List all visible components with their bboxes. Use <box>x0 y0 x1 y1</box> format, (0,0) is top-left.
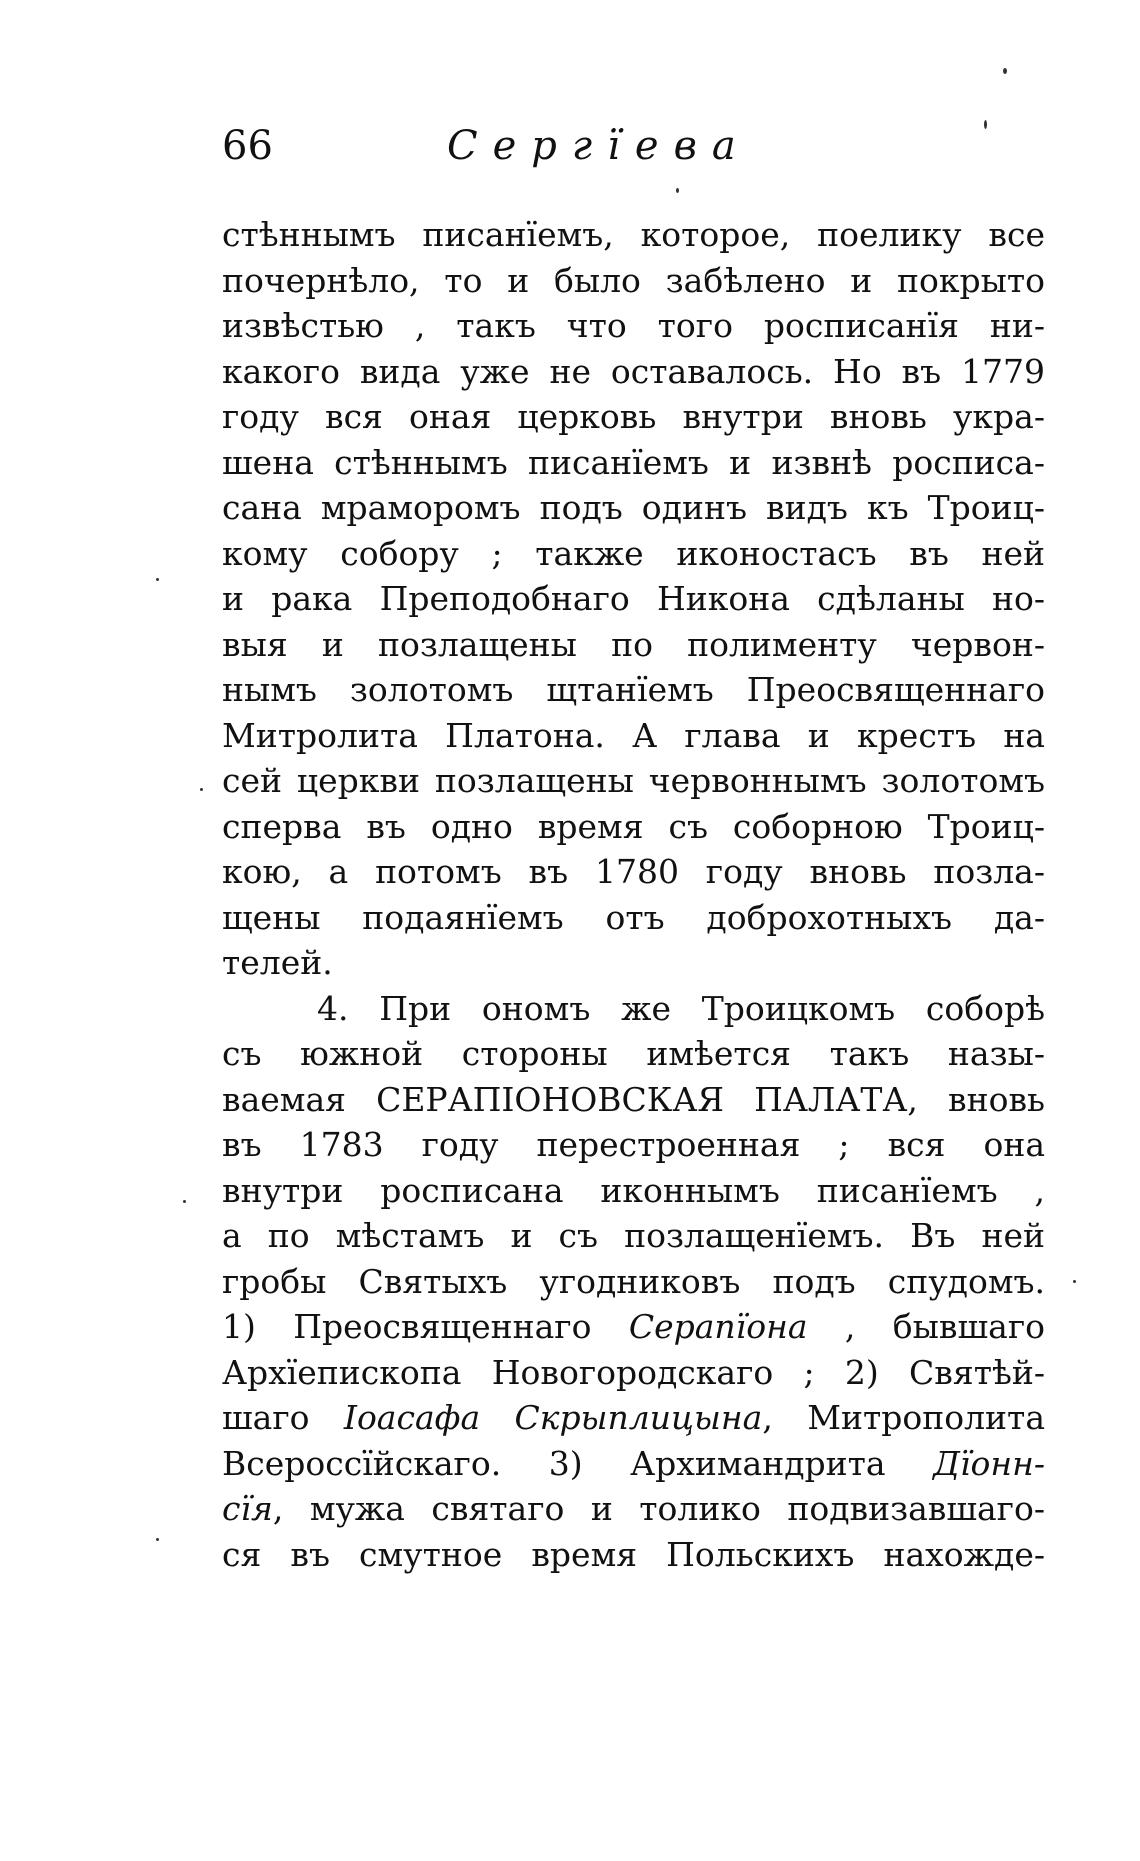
text-line: ваемая СЕРАПІОНОВСКАЯ ПАЛАТА, вновь <box>222 1079 1045 1119</box>
text-run: шаго <box>222 1398 344 1437</box>
text-line: сана мраморомъ подъ одинъ видъ къ Троиц- <box>222 488 1045 527</box>
italic-name: Іоасафа Скрыплицына <box>343 1398 763 1437</box>
text-line: выя и позлащены по полименту червон- <box>222 624 1045 664</box>
text-line: какого вида уже не оставалось. Но въ 1779 <box>222 351 1045 391</box>
text-line: сей церкви позлащены червоннымъ золотомъ <box>222 761 1045 800</box>
page-number: 66 <box>222 123 273 169</box>
text-line: телей. <box>222 943 333 982</box>
text-line: гробы Святыхъ угодниковъ подъ спудомъ. <box>222 1261 1045 1301</box>
running-head <box>222 118 782 178</box>
text-line: кою, а потомъ въ 1780 году вновь позла- <box>222 852 1045 891</box>
text-line <box>222 1441 1045 1487</box>
text-line: Архїепископа Новогородскаго ; 2) Святѣй- <box>222 1352 1045 1392</box>
text-line: щены подаянїемъ отъ доброхотныхъ да- <box>222 897 1045 937</box>
text-line <box>222 1304 1045 1350</box>
text-line: году вся оная церковь внутри вновь укра- <box>222 397 1045 436</box>
text-line: съ южной стороны имѣется такъ назы- <box>222 1034 1045 1073</box>
text-line: въ 1783 году перестроенная ; вся она <box>222 1125 1045 1164</box>
print-speck <box>984 120 987 129</box>
text-line: кому собору ; также иконостасъ въ ней <box>222 533 1045 573</box>
text-line <box>222 1486 1045 1532</box>
paragraph-start-line: 4. При ономъ же Троицкомъ соборѣ <box>317 988 1045 1028</box>
print-speck <box>676 188 679 193</box>
text-line: а по мѣстамъ и съ позлащенїемъ. Въ ней <box>222 1216 1045 1255</box>
print-speck <box>1003 68 1007 74</box>
print-speck <box>156 578 159 581</box>
text-line: Митролита Платона. А глава и крестъ на <box>222 715 1045 755</box>
italic-name: Серапїона <box>628 1307 808 1346</box>
running-title: Сергїева <box>447 123 751 169</box>
text-line <box>222 1395 1045 1441</box>
print-speck <box>183 1200 186 1203</box>
text-run: 1) Преосвященнаго <box>222 1307 629 1346</box>
print-speck <box>1073 1280 1076 1283</box>
print-speck <box>156 1538 159 1541</box>
text-line: нымъ золотомъ щтанїемъ Преосвященнаго <box>222 670 1045 709</box>
text-run: Всероссїйскаго. 3) Архимандрита <box>222 1443 934 1483</box>
text-line: внутри росписана иконнымъ писанїемъ , <box>222 1170 1045 1210</box>
text-line: стѣннымъ писанїемъ, которое, поелику все <box>222 215 1045 254</box>
text-line: сперва въ одно время съ соборною Троиц- <box>222 806 1045 846</box>
text-run: , бывшаго <box>807 1307 1045 1346</box>
text-line: почернѣло, то и было забѣлено и покрыто <box>222 260 1045 300</box>
text-run: , Митрополита <box>762 1398 1045 1437</box>
print-speck <box>200 788 203 791</box>
text-line: шена стѣннымъ писанїемъ и извнѣ росписа- <box>222 442 1045 482</box>
text-run: , мужа святаго и толико подвизавшаго- <box>272 1489 1045 1528</box>
italic-name: Дїонн- <box>933 1443 1045 1483</box>
text-line: и рака Преподобнаго Никона сдѣланы но- <box>222 579 1045 618</box>
italic-name: сїя <box>222 1489 273 1528</box>
body-text <box>222 212 1045 1577</box>
text-line: извѣстью , такъ что того росписанїя ни- <box>222 306 1045 345</box>
text-line: ся въ смутное время Польскихъ нахожде- <box>222 1534 1045 1574</box>
